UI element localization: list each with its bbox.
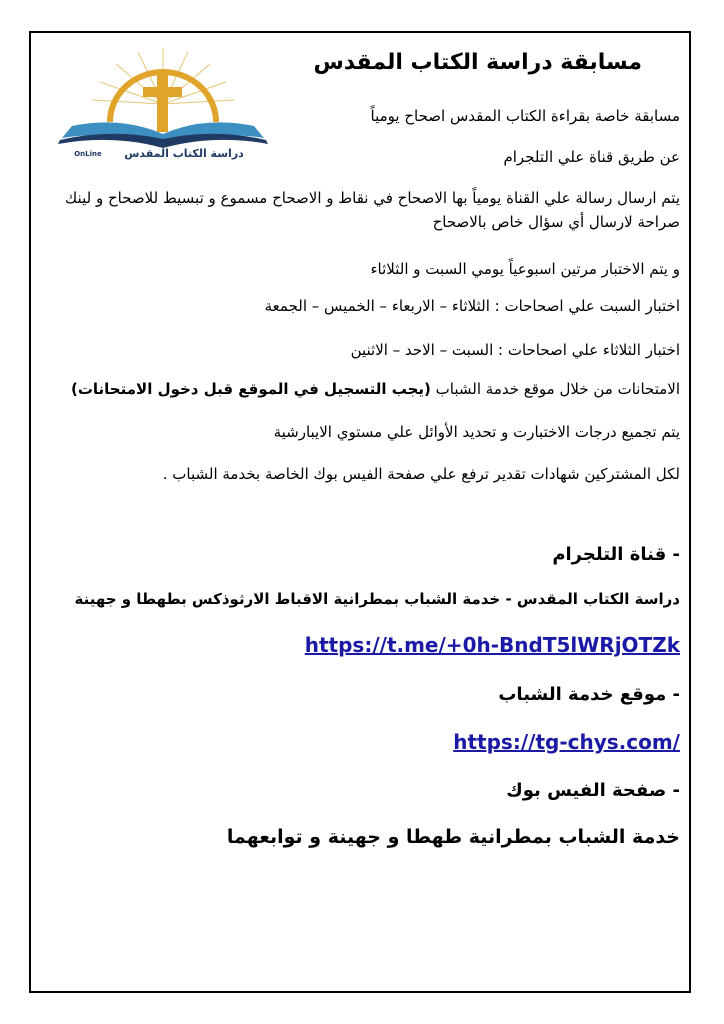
page-border (29, 31, 691, 993)
paragraph-5: اختبار السبت علي اصحاحات : الثلاثاء – الاربعاء – الخميس – الجمعة (264, 297, 680, 315)
page-title: مسابقة دراسة الكتاب المقدس (313, 50, 642, 75)
facebook-page-name: خدمة الشباب بمطرانية طهطا و جهينة و توابعهما (226, 826, 680, 848)
website-heading: - موقع خدمة الشباب (498, 684, 680, 705)
paragraph-3: يتم ارسال رسالة علي القناة يومياً بها الاصحاح في نقاط و الاصحاح مسموع و تبسيط للاصحاح و لينك صراحة لارسال أي سؤال خاص بالاصحاح (64, 189, 680, 231)
paragraph-4: و يتم الاختبار مرتين اسبوعياً يومي السبت و الثلاثاء (370, 260, 680, 278)
telegram-heading: - قناة التلجرام (552, 544, 680, 565)
cross-icon (143, 72, 182, 132)
paragraph-7: يتم تجميع درجات الاختبارت و تحديد الأوائل علي مستوي الايبارشية (273, 423, 680, 441)
website-link[interactable]: https://tg-chys.com/ (453, 730, 680, 754)
logo-online: OnLine (74, 150, 102, 158)
paragraph-exams (71, 377, 680, 401)
paragraph-8: لكل المشتركين شهادات تقدير ترفع علي صفحة الفيس بوك الخاصة بخدمة الشباب . (162, 465, 680, 483)
facebook-heading: - صفحة الفيس بوك (506, 780, 680, 801)
logo-caption: دراسة الكتاب المقدس (124, 147, 244, 160)
telegram-subtitle: دراسة الكتاب المقدس - خدمة الشباب بمطرانية الاقباط الارثوذكس بطهطا و جهينة (74, 590, 680, 608)
paragraph-6: اختبار الثلاثاء علي اصحاحات : السبت – الاحد – الاثنين (350, 341, 680, 359)
exams-text: الامتحانات من خلال موقع خدمة الشباب (430, 380, 680, 398)
bible-study-logo (52, 44, 274, 162)
exams-note: (يجب التسجيل في الموقع قبل دخول الامتحانات) (70, 380, 431, 398)
paragraph-2: عن طريق قناة علي التلجرام (503, 148, 680, 166)
telegram-link[interactable]: https://t.me/+0h-BndT5lWRjOTZk (304, 633, 680, 657)
paragraph-1: مسابقة خاصة بقراءة الكتاب المقدس اصحاح يومياً (370, 107, 680, 125)
